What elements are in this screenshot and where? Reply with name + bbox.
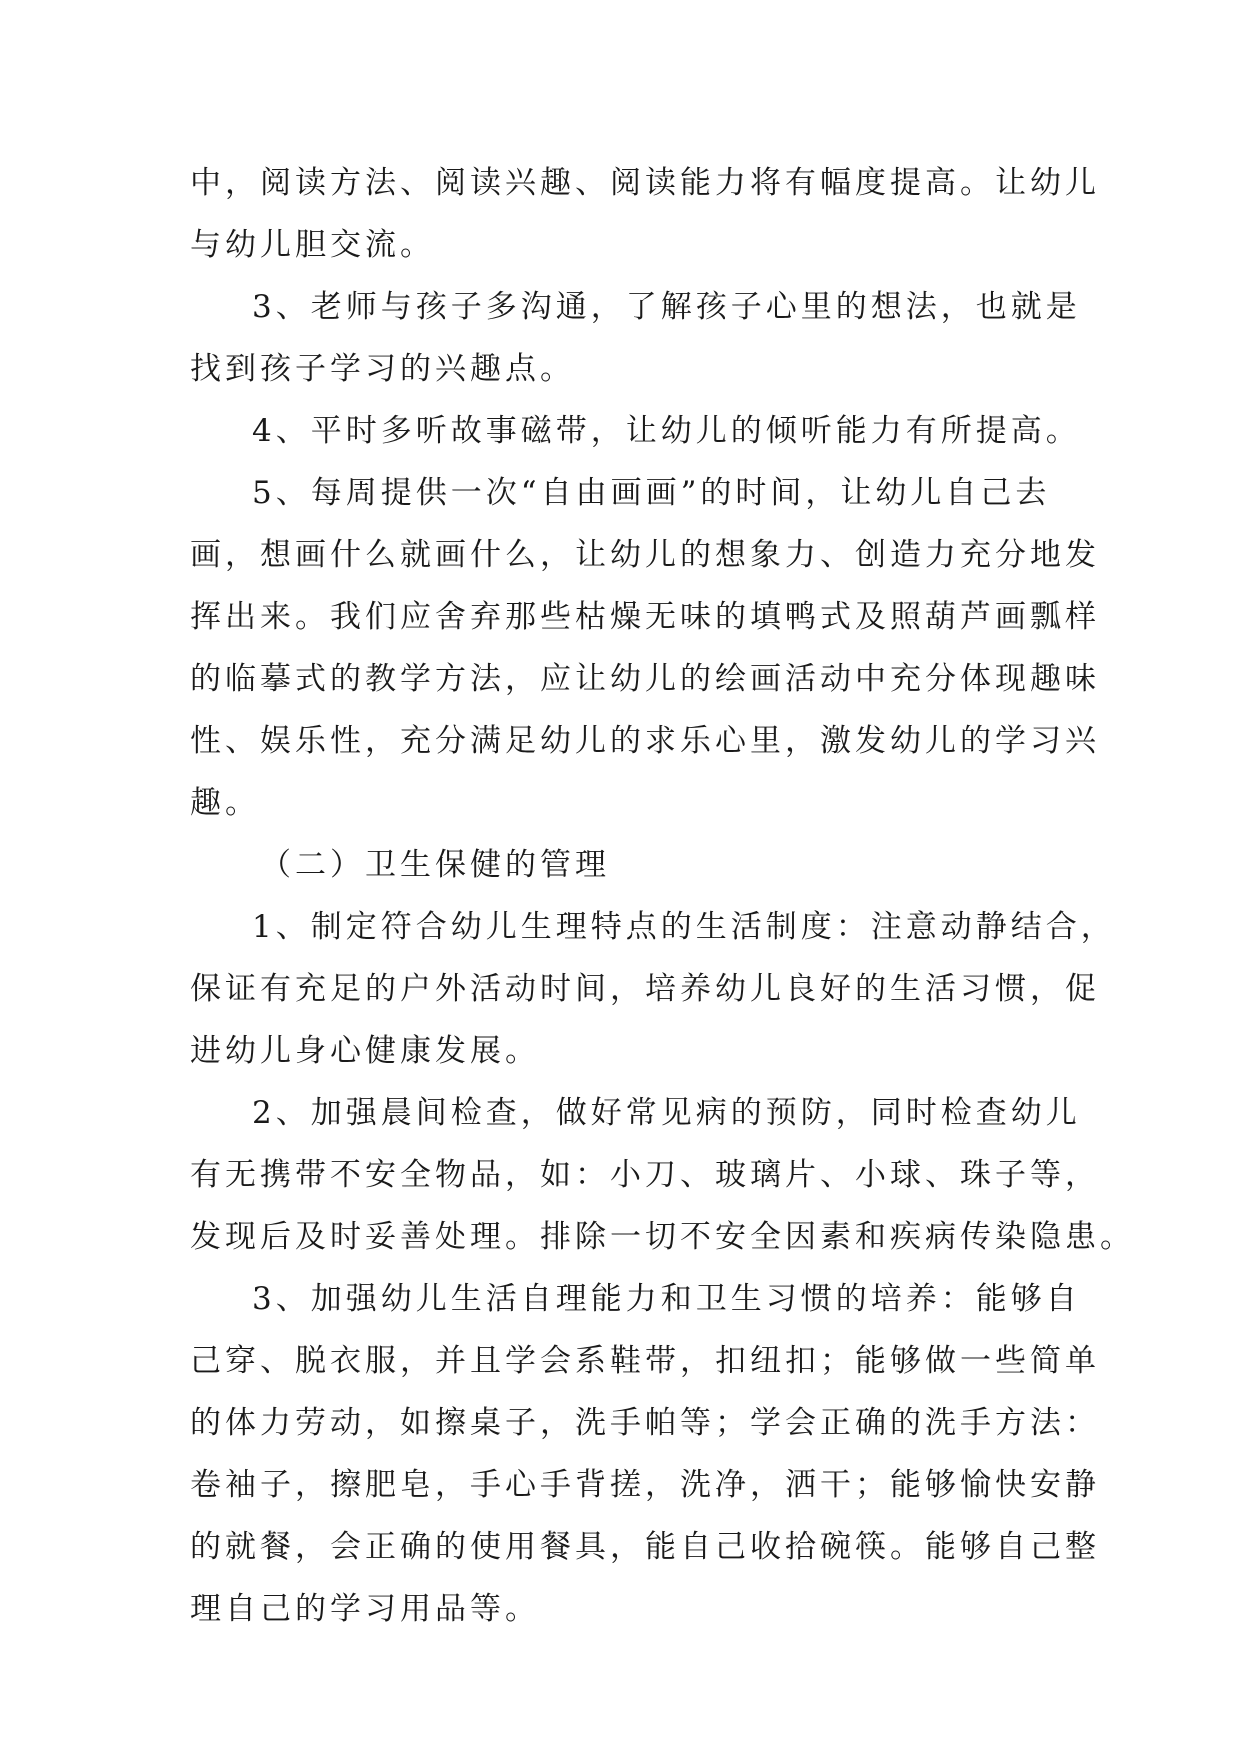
text-line: 进幼儿身心健康发展。	[190, 1033, 540, 1069]
text-line: 有无携带不安全物品，如：小刀、玻璃片、小球、珠子等，	[190, 1157, 1100, 1193]
document-body	[190, 152, 1135, 1640]
text-line: 与幼儿胆交流。	[190, 227, 435, 263]
text-line: 4、平时多听故事磁带，让幼儿的倾听能力有所提高。	[252, 413, 1081, 449]
text-line: 卷袖子，擦肥皂，手心手背搓，洗净，洒干；能够愉快安静	[190, 1467, 1100, 1503]
text-line: 的体力劳动，如擦桌子，洗手帕等；学会正确的洗手方法：	[190, 1405, 1100, 1441]
text-line: 1、制定符合幼儿生理特点的生活制度：注意动静结合，	[252, 909, 1116, 945]
text-line: 中，阅读方法、阅读兴趣、阅读能力将有幅度提高。让幼儿	[190, 165, 1100, 201]
text-line: 的就餐，会正确的使用餐具，能自己收拾碗筷。能够自己整	[190, 1529, 1100, 1565]
text-line: 3、老师与孩子多沟通，了解孩子心里的想法，也就是	[252, 289, 1081, 325]
text-line: 保证有充足的户外活动时间，培养幼儿良好的生活习惯，促	[190, 971, 1100, 1007]
section-heading: （二）卫生保健的管理	[260, 847, 610, 883]
text-line: 画，想画什么就画什么，让幼儿的想象力、创造力充分地发	[190, 537, 1100, 573]
text-line: 挥出来。我们应舍弃那些枯燥无味的填鸭式及照葫芦画瓢样	[190, 599, 1100, 635]
text-line: 找到孩子学习的兴趣点。	[190, 351, 575, 387]
text-line: 性、娱乐性，充分满足幼儿的求乐心里，激发幼儿的学习兴	[190, 723, 1100, 759]
text-line: 理自己的学习用品等。	[190, 1591, 540, 1627]
text-line: 5、每周提供一次“自由画画”的时间，让幼儿自己去	[252, 475, 1051, 511]
text-line: 的临摹式的教学方法，应让幼儿的绘画活动中充分体现趣味	[190, 661, 1100, 697]
text-line: 2、加强晨间检查，做好常见病的预防，同时检查幼儿	[252, 1095, 1081, 1131]
text-line: 趣。	[190, 785, 260, 821]
text-line: 3、加强幼儿生活自理能力和卫生习惯的培养：能够自	[252, 1281, 1081, 1317]
text-line: 发现后及时妥善处理。排除一切不安全因素和疾病传染隐患。	[190, 1219, 1135, 1255]
text-line: 己穿、脱衣服，并且学会系鞋带，扣纽扣；能够做一些简单	[190, 1343, 1100, 1379]
